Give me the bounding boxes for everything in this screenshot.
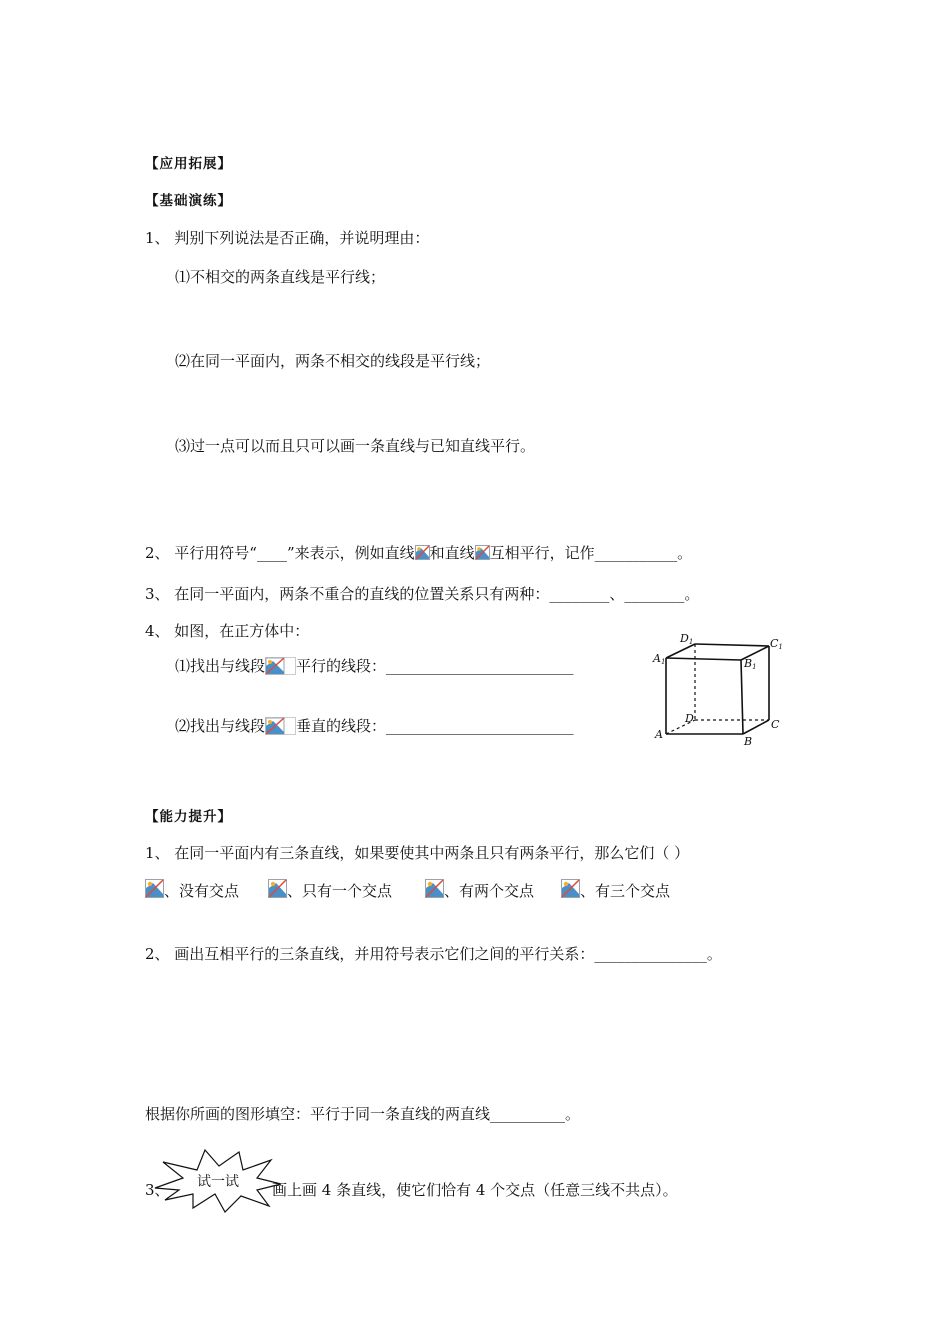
ability-q1-option-c xyxy=(425,879,534,901)
broken-image-icon xyxy=(265,717,296,735)
option-a-label: 、没有交点 xyxy=(164,882,240,900)
basic-q2-part-a: 2、 平行用符号“____”来表示，例如直线 xyxy=(145,544,415,562)
cube-label-a1: A xyxy=(653,652,661,665)
starburst-callout xyxy=(153,1148,283,1218)
basic-q2 xyxy=(145,543,692,563)
cube-label-sub: 1 xyxy=(752,663,757,671)
ability-fill-prompt: 根据你所画的图形填空：平行于同一条直线的两直线__________。 xyxy=(145,1105,581,1123)
cube-label-a: A xyxy=(655,728,663,741)
option-c-label: 、有两个交点 xyxy=(444,882,535,900)
basic-q4-item-1 xyxy=(175,656,574,676)
ability-q1-option-b xyxy=(268,879,392,901)
cube-label-b1: B xyxy=(744,657,753,670)
basic-q4-item-1-a: ⑴找出与线段 xyxy=(175,657,266,675)
basic-q4-prompt: 4、 如图，在正方体中： xyxy=(145,622,310,640)
svg-text:A1 xyxy=(652,652,665,666)
heading-applied: 【应用拓展】 xyxy=(145,156,232,172)
cube-label-d1: D xyxy=(680,632,689,645)
cube-label-b: B xyxy=(744,735,753,748)
broken-image-icon xyxy=(145,879,164,898)
cube-label-c1: C xyxy=(770,637,779,650)
cube-label-c: C xyxy=(771,718,780,731)
basic-q4-item-2 xyxy=(175,716,574,736)
cube-figure xyxy=(652,630,792,752)
basic-q4-item-2-b: 垂直的线段：_________________________ xyxy=(296,717,574,735)
cube-label-sub: 1 xyxy=(688,638,694,646)
broken-image-icon xyxy=(425,879,444,898)
broken-image-icon xyxy=(265,657,296,675)
basic-q1-item-2: ⑵在同一平面内，两条不相交的线段是平行线； xyxy=(175,352,491,370)
cube-label-sub: 1 xyxy=(778,643,783,651)
starburst-label: 试一试 xyxy=(197,1174,239,1190)
basic-q4-item-2-a: ⑵找出与线段 xyxy=(175,717,266,735)
svg-text:C1 xyxy=(770,637,783,651)
basic-q2-part-b: 和直线 xyxy=(429,544,475,562)
svg-text:B1 xyxy=(743,657,757,671)
broken-image-icon xyxy=(415,545,430,560)
basic-q4-item-1-b: 平行的线段：_________________________ xyxy=(296,657,574,675)
broken-image-icon xyxy=(268,879,287,898)
ability-q1-option-a xyxy=(145,879,239,901)
ability-q2: 2、 画出互相平行的三条直线，并用符号表示它们之间的平行关系：_______________。 xyxy=(145,945,722,963)
basic-q3: 3、 在同一平面内，两条不重合的直线的位置关系只有两种：________、________。 xyxy=(145,585,700,603)
ability-q3-text: 画上画 4 条直线，使它们恰有 4 个交点（任意三线不共点）。 xyxy=(272,1181,678,1199)
basic-q1-item-1: ⑴不相交的两条直线是平行线； xyxy=(175,268,386,286)
broken-image-icon xyxy=(561,879,580,898)
cube-label-sub: 1 xyxy=(660,658,666,666)
broken-image-icon xyxy=(475,545,490,560)
ability-q1-option-d xyxy=(561,879,670,901)
basic-q2-part-c: 互相平行，记作___________。 xyxy=(489,544,693,562)
basic-q1-prompt: 1、 判别下列说法是否正确，并说明理由： xyxy=(145,229,430,247)
heading-basic: 【基础演练】 xyxy=(145,193,232,209)
svg-text:D1 xyxy=(679,632,693,646)
basic-q1-item-3: ⑶过一点可以而且只可以画一条直线与已知直线平行。 xyxy=(175,437,536,455)
option-d-label: 、有三个交点 xyxy=(580,882,671,900)
ability-q3-number: 3、 xyxy=(145,1181,170,1199)
heading-ability: 【能力提升】 xyxy=(145,809,232,825)
ability-q1-prompt: 1、 在同一平面内有三条直线，如果要使其中两条且只有两条平行，那么它们（ ） xyxy=(145,844,690,862)
option-b-label: 、只有一个交点 xyxy=(287,882,393,900)
cube-label-d: D xyxy=(685,712,694,725)
